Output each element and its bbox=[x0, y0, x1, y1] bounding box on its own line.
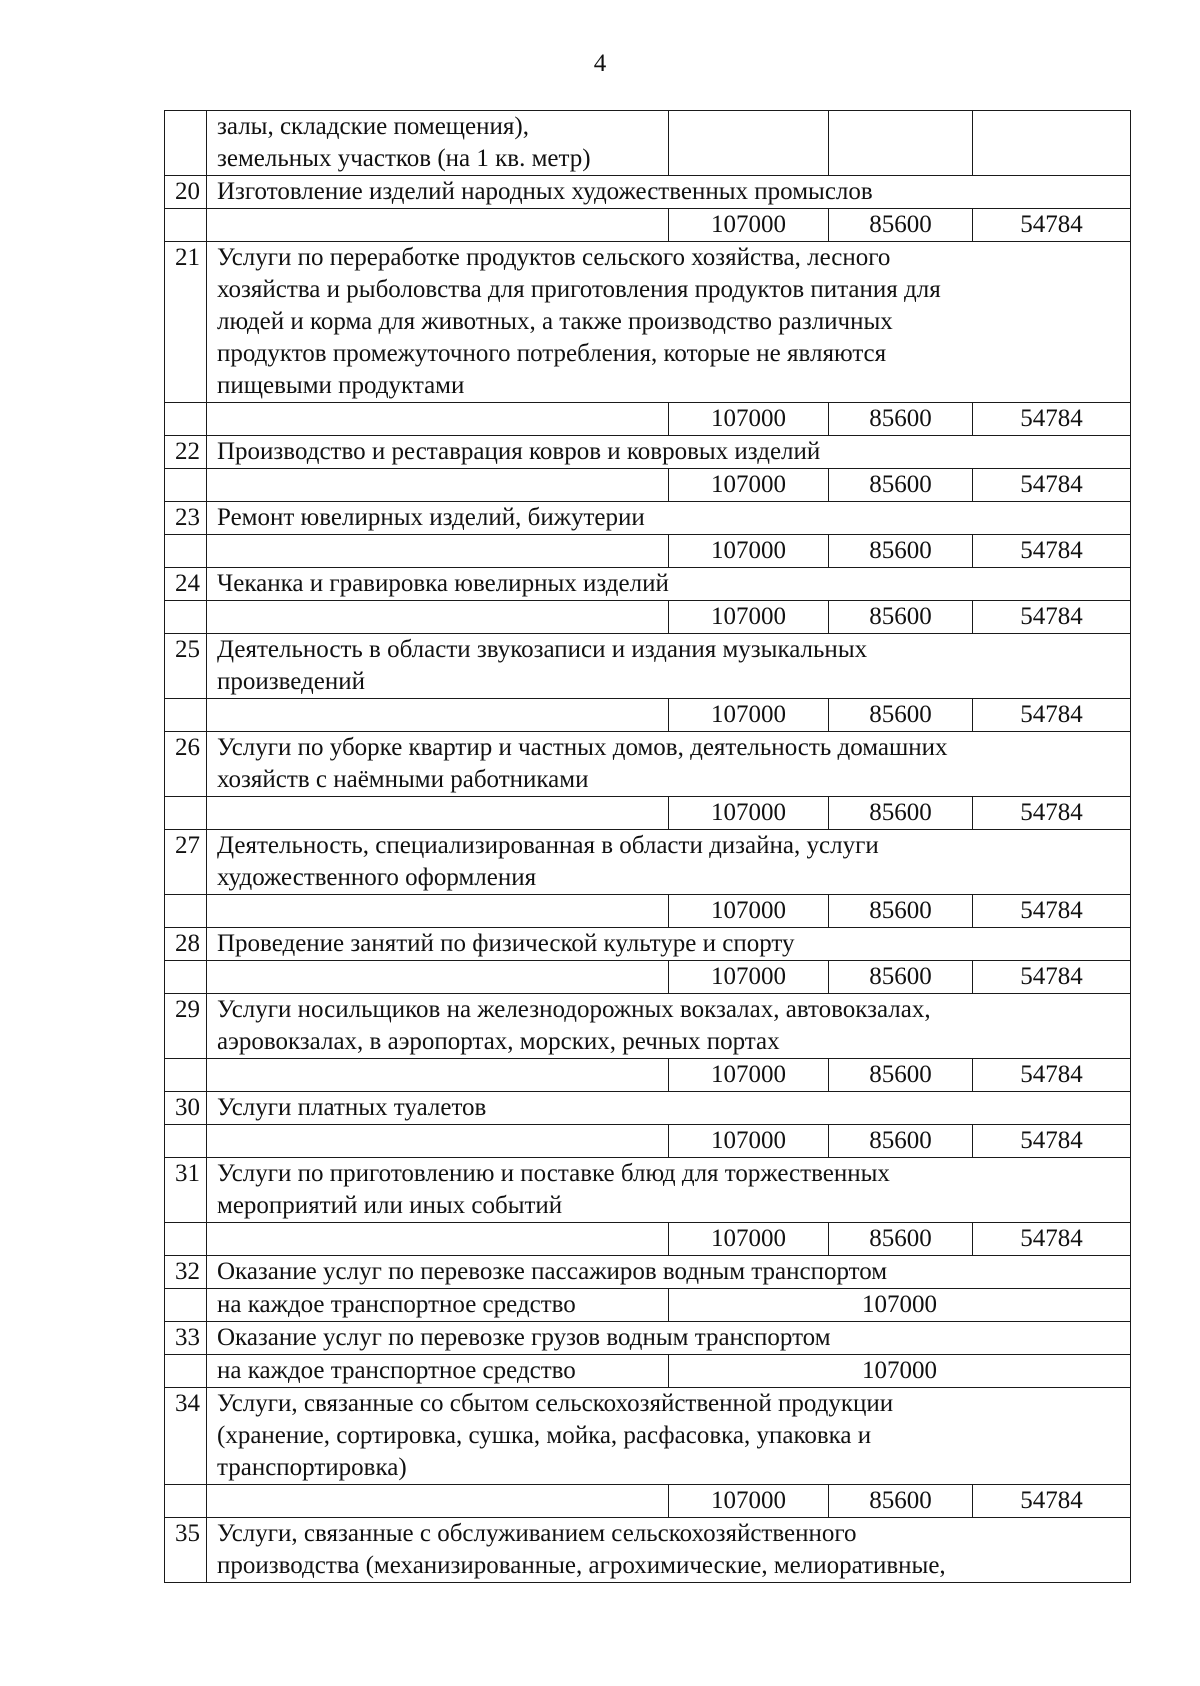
row-number-cell bbox=[165, 403, 207, 436]
values-row bbox=[165, 403, 1131, 436]
value-cell: 54784 bbox=[973, 797, 1131, 830]
values-label-cell bbox=[207, 469, 669, 502]
row-description bbox=[207, 830, 1131, 895]
description-line: мероприятий или иных событий bbox=[217, 1192, 563, 1219]
values-row bbox=[165, 1125, 1131, 1158]
row-number-cell bbox=[165, 1223, 207, 1256]
row-description bbox=[207, 111, 669, 176]
description-line: транспортировка) bbox=[217, 1454, 407, 1481]
value-cell: 85600 bbox=[829, 469, 973, 502]
value-cell bbox=[829, 111, 973, 176]
values-label-cell bbox=[207, 797, 669, 830]
value-cell: 107000 bbox=[669, 601, 829, 634]
values-row bbox=[165, 535, 1131, 568]
values-row bbox=[165, 601, 1131, 634]
values-row bbox=[165, 1223, 1131, 1256]
row-description bbox=[207, 1158, 1131, 1223]
row-number-cell bbox=[165, 895, 207, 928]
description-line: произведений bbox=[217, 668, 366, 695]
description-line: Услуги по приготовлению и поставке блюд для торжественных bbox=[217, 1160, 890, 1187]
row-description bbox=[207, 1256, 1131, 1289]
value-cell bbox=[669, 111, 829, 176]
table-row bbox=[165, 928, 1131, 961]
row-number: 29 bbox=[165, 994, 207, 1059]
values-row bbox=[165, 209, 1131, 242]
description-line: земельных участков (на 1 кв. метр) bbox=[217, 145, 591, 172]
description-line: Проведение занятий по физической культуре и спорту bbox=[217, 930, 795, 957]
table-row bbox=[165, 568, 1131, 601]
value-cell: 54784 bbox=[973, 699, 1131, 732]
value-cell: 54784 bbox=[973, 469, 1131, 502]
row-description bbox=[207, 1092, 1131, 1125]
row-number-cell bbox=[165, 1485, 207, 1518]
value-cell: 85600 bbox=[829, 797, 973, 830]
row-number: 27 bbox=[165, 830, 207, 895]
description-line: Услуги, связанные с обслуживанием сельскохозяйственного bbox=[217, 1520, 857, 1547]
row-description bbox=[207, 502, 1131, 535]
value-cell bbox=[973, 111, 1131, 176]
row-description bbox=[207, 634, 1131, 699]
value-cell: 54784 bbox=[973, 209, 1131, 242]
values-row bbox=[165, 1059, 1131, 1092]
table-row bbox=[165, 1256, 1131, 1289]
values-label-cell bbox=[207, 601, 669, 634]
description-line: Оказание услуг по перевозке пассажиров водным транспортом bbox=[217, 1258, 888, 1285]
values-label-cell bbox=[207, 699, 669, 732]
values-row bbox=[165, 961, 1131, 994]
description-line: Услуги по переработке продуктов сельского хозяйства, лесного bbox=[217, 244, 891, 271]
row-description bbox=[207, 732, 1131, 797]
value-cell: 107000 bbox=[669, 1125, 829, 1158]
row-number-cell bbox=[165, 469, 207, 502]
value-cell: 85600 bbox=[829, 1223, 973, 1256]
value-cell: 107000 bbox=[669, 209, 829, 242]
row-number: 20 bbox=[165, 176, 207, 209]
values-label-cell bbox=[207, 895, 669, 928]
value-cell: 107000 bbox=[669, 535, 829, 568]
value-cell: 54784 bbox=[973, 1485, 1131, 1518]
row-number-cell bbox=[165, 601, 207, 634]
description-line: пищевыми продуктами bbox=[217, 372, 465, 399]
description-line: Деятельность, специализированная в области дизайна, услуги bbox=[217, 832, 879, 859]
row-number: 21 bbox=[165, 242, 207, 403]
values-label-cell bbox=[207, 961, 669, 994]
row-number: 25 bbox=[165, 634, 207, 699]
per-unit-row bbox=[165, 1355, 1131, 1388]
description-line: хозяйства и рыболовства для приготовления продуктов питания для bbox=[217, 276, 941, 303]
value-cell: 54784 bbox=[973, 1223, 1131, 1256]
value-cell: 85600 bbox=[829, 961, 973, 994]
row-number: 31 bbox=[165, 1158, 207, 1223]
table-row bbox=[165, 1388, 1131, 1485]
per-unit-row bbox=[165, 1289, 1131, 1322]
values-row bbox=[165, 1485, 1131, 1518]
values-label-cell bbox=[207, 535, 669, 568]
row-description bbox=[207, 568, 1131, 601]
values-row bbox=[165, 699, 1131, 732]
table-row bbox=[165, 1092, 1131, 1125]
values-row bbox=[165, 797, 1131, 830]
row-description bbox=[207, 242, 1131, 403]
row-description bbox=[207, 1388, 1131, 1485]
value-cell: 107000 bbox=[669, 1059, 829, 1092]
description-line: аэровокзалах, в аэропортах, морских, речных портах bbox=[217, 1028, 780, 1055]
value-cell: 54784 bbox=[973, 895, 1131, 928]
description-line: Деятельность в области звукозаписи и издания музыкальных bbox=[217, 636, 868, 663]
row-number-cell bbox=[165, 699, 207, 732]
table-row bbox=[165, 176, 1131, 209]
row-number-cell bbox=[165, 1125, 207, 1158]
row-number: 33 bbox=[165, 1322, 207, 1355]
value-cell: 85600 bbox=[829, 1485, 973, 1518]
table-row bbox=[165, 242, 1131, 403]
value-cell: 107000 bbox=[669, 1485, 829, 1518]
tariff-table bbox=[164, 110, 1131, 1583]
value-cell: 85600 bbox=[829, 699, 973, 732]
values-label-cell bbox=[207, 1485, 669, 1518]
value-cell: 107000 bbox=[669, 895, 829, 928]
table-row bbox=[165, 1322, 1131, 1355]
value-cell: 107000 bbox=[669, 699, 829, 732]
row-number: 28 bbox=[165, 928, 207, 961]
values-label-cell bbox=[207, 1125, 669, 1158]
values-row bbox=[165, 895, 1131, 928]
row-number: 30 bbox=[165, 1092, 207, 1125]
description-line: Оказание услуг по перевозке грузов водным транспортом bbox=[217, 1324, 831, 1351]
description-line: залы, складские помещения), bbox=[217, 113, 529, 140]
description-line: Услуги, связанные со сбытом сельскохозяйственной продукции bbox=[217, 1390, 894, 1417]
row-number: 34 bbox=[165, 1388, 207, 1485]
value-cell: 107000 bbox=[669, 961, 829, 994]
description-line: людей и корма для животных, а также производство различных bbox=[217, 308, 893, 335]
value-cell: 54784 bbox=[973, 1125, 1131, 1158]
row-number: 23 bbox=[165, 502, 207, 535]
value-cell: 85600 bbox=[829, 403, 973, 436]
description-line: Чеканка и гравировка ювелирных изделий bbox=[217, 570, 669, 597]
page-number: 4 bbox=[593, 50, 607, 77]
description-line: хозяйств с наёмными работниками bbox=[217, 766, 589, 793]
row-number-cell bbox=[165, 535, 207, 568]
row-description bbox=[207, 1322, 1131, 1355]
row-number: 26 bbox=[165, 732, 207, 797]
table-row bbox=[165, 1158, 1131, 1223]
table-row bbox=[165, 994, 1131, 1059]
table-body bbox=[165, 111, 1131, 1583]
description-line: художественного оформления bbox=[217, 864, 537, 891]
description-line: Изготовление изделий народных художественных промыслов bbox=[217, 178, 873, 205]
row-number-cell bbox=[165, 209, 207, 242]
per-unit-label: на каждое транспортное средство bbox=[207, 1289, 669, 1322]
value-cell: 107000 bbox=[669, 403, 829, 436]
row-number-cell bbox=[165, 1289, 207, 1322]
value-cell: 54784 bbox=[973, 961, 1131, 994]
table-row bbox=[165, 634, 1131, 699]
row-description bbox=[207, 1518, 1131, 1583]
description-line: Ремонт ювелирных изделий, бижутерии bbox=[217, 504, 645, 531]
table-row-continuation bbox=[165, 111, 1131, 176]
value-cell: 85600 bbox=[829, 895, 973, 928]
table-row bbox=[165, 436, 1131, 469]
values-label-cell bbox=[207, 403, 669, 436]
value-cell: 85600 bbox=[829, 1125, 973, 1158]
row-number-cell bbox=[165, 797, 207, 830]
value-cell: 54784 bbox=[973, 1059, 1131, 1092]
description-line: Услуги по уборке квартир и частных домов, деятельность домашних bbox=[217, 734, 948, 761]
value-cell: 85600 bbox=[829, 1059, 973, 1092]
row-number: 32 bbox=[165, 1256, 207, 1289]
table-row bbox=[165, 830, 1131, 895]
value-cell: 54784 bbox=[973, 403, 1131, 436]
per-unit-value: 107000 bbox=[669, 1355, 1131, 1388]
description-line: продуктов промежуточного потребления, которые не являются bbox=[217, 340, 887, 367]
value-cell: 107000 bbox=[669, 1223, 829, 1256]
values-label-cell bbox=[207, 1223, 669, 1256]
value-cell: 85600 bbox=[829, 535, 973, 568]
row-description bbox=[207, 928, 1131, 961]
values-label-cell bbox=[207, 209, 669, 242]
value-cell: 54784 bbox=[973, 601, 1131, 634]
description-line: Производство и реставрация ковров и ковровых изделий bbox=[217, 438, 821, 465]
row-description bbox=[207, 994, 1131, 1059]
row-number: 35 bbox=[165, 1518, 207, 1583]
values-row bbox=[165, 469, 1131, 502]
row-number-cell bbox=[165, 1355, 207, 1388]
description-line: Услуги платных туалетов bbox=[217, 1094, 487, 1121]
value-cell: 85600 bbox=[829, 209, 973, 242]
description-line: производства (механизированные, агрохимические, мелиоративные, bbox=[217, 1552, 946, 1579]
value-cell: 85600 bbox=[829, 601, 973, 634]
per-unit-label: на каждое транспортное средство bbox=[207, 1355, 669, 1388]
value-cell: 54784 bbox=[973, 535, 1131, 568]
value-cell: 107000 bbox=[669, 469, 829, 502]
value-cell: 107000 bbox=[669, 797, 829, 830]
per-unit-value: 107000 bbox=[669, 1289, 1131, 1322]
description-line: Услуги носильщиков на железнодорожных вокзалах, автовокзалах, bbox=[217, 996, 931, 1023]
values-label-cell bbox=[207, 1059, 669, 1092]
row-number: 22 bbox=[165, 436, 207, 469]
row-number: 24 bbox=[165, 568, 207, 601]
row-number-cell bbox=[165, 1059, 207, 1092]
row-description bbox=[207, 176, 1131, 209]
description-line: (хранение, сортировка, сушка, мойка, расфасовка, упаковка и bbox=[217, 1422, 872, 1449]
row-number-cell bbox=[165, 961, 207, 994]
table-row bbox=[165, 502, 1131, 535]
table-row bbox=[165, 1518, 1131, 1583]
row-description bbox=[207, 436, 1131, 469]
row-number-cell bbox=[165, 111, 207, 176]
table-row bbox=[165, 732, 1131, 797]
